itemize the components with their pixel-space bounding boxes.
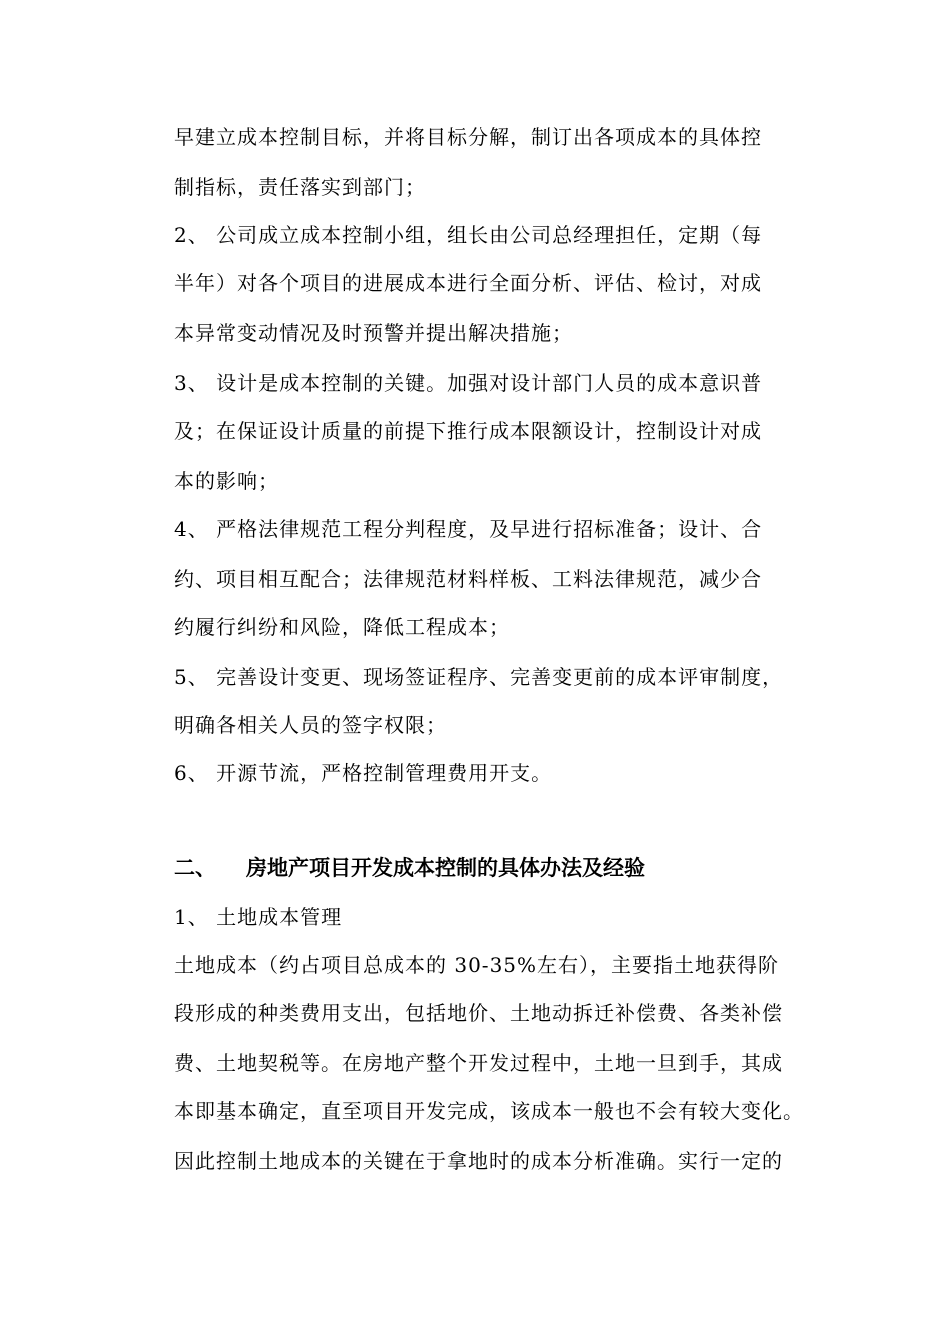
paragraph-line: 段形成的种类费用支出，包括地价、土地动拆迁补偿费、各类补偿 xyxy=(174,1001,783,1025)
paragraph-line: 3、 设计是成本控制的关键。加强对设计部门人员的成本意识普 xyxy=(174,371,763,395)
paragraph-line: 5、 完善设计变更、现场签证程序、完善变更前的成本评审制度， xyxy=(174,665,784,689)
paragraph-line: 早建立成本控制目标，并将目标分解，制订出各项成本的具体控 xyxy=(174,125,762,149)
paragraph-line: 土地成本（约占项目总成本的 30-35%左右），主要指土地获得阶 xyxy=(174,953,780,977)
paragraph-line: 6、 开源节流，严格控制管理费用开支。 xyxy=(174,761,553,785)
paragraph-line: 本即基本确定，直至项目开发完成，该成本一般也不会有较大变化。 xyxy=(174,1099,804,1123)
paragraph-line: 2、 公司成立成本控制小组，组长由公司总经理担任，定期（每 xyxy=(174,223,763,247)
section-heading xyxy=(174,855,645,881)
paragraph-line: 因此控制土地成本的关键在于拿地时的成本分析准确。实行一定的 xyxy=(174,1149,783,1173)
paragraph-line: 本的影响； xyxy=(174,469,279,493)
paragraph-line: 制指标，责任落实到部门； xyxy=(174,175,426,199)
subsection-heading: 1、 土地成本管理 xyxy=(174,905,343,929)
paragraph-line: 约、项目相互配合；法律规范材料样板、工料法律规范，减少合 xyxy=(174,567,762,591)
paragraph-line: 费、土地契税等。在房地产整个开发过程中，土地一旦到手，其成 xyxy=(174,1051,783,1075)
paragraph-line: 4、 严格法律规范工程分判程度，及早进行招标准备；设计、合 xyxy=(174,517,763,541)
paragraph-line: 半年）对各个项目的进展成本进行全面分析、评估、检讨，对成 xyxy=(174,271,762,295)
paragraph-line: 及；在保证设计质量的前提下推行成本限额设计，控制设计对成 xyxy=(174,419,762,443)
section-number: 二、 xyxy=(174,855,216,880)
paragraph-line: 明确各相关人员的签字权限； xyxy=(174,713,447,737)
section-title: 房地产项目开发成本控制的具体办法及经验 xyxy=(246,855,645,880)
paragraph-line: 约履行纠纷和风险，降低工程成本； xyxy=(174,615,510,639)
paragraph-line: 本异常变动情况及时预警并提出解决措施； xyxy=(174,321,573,345)
